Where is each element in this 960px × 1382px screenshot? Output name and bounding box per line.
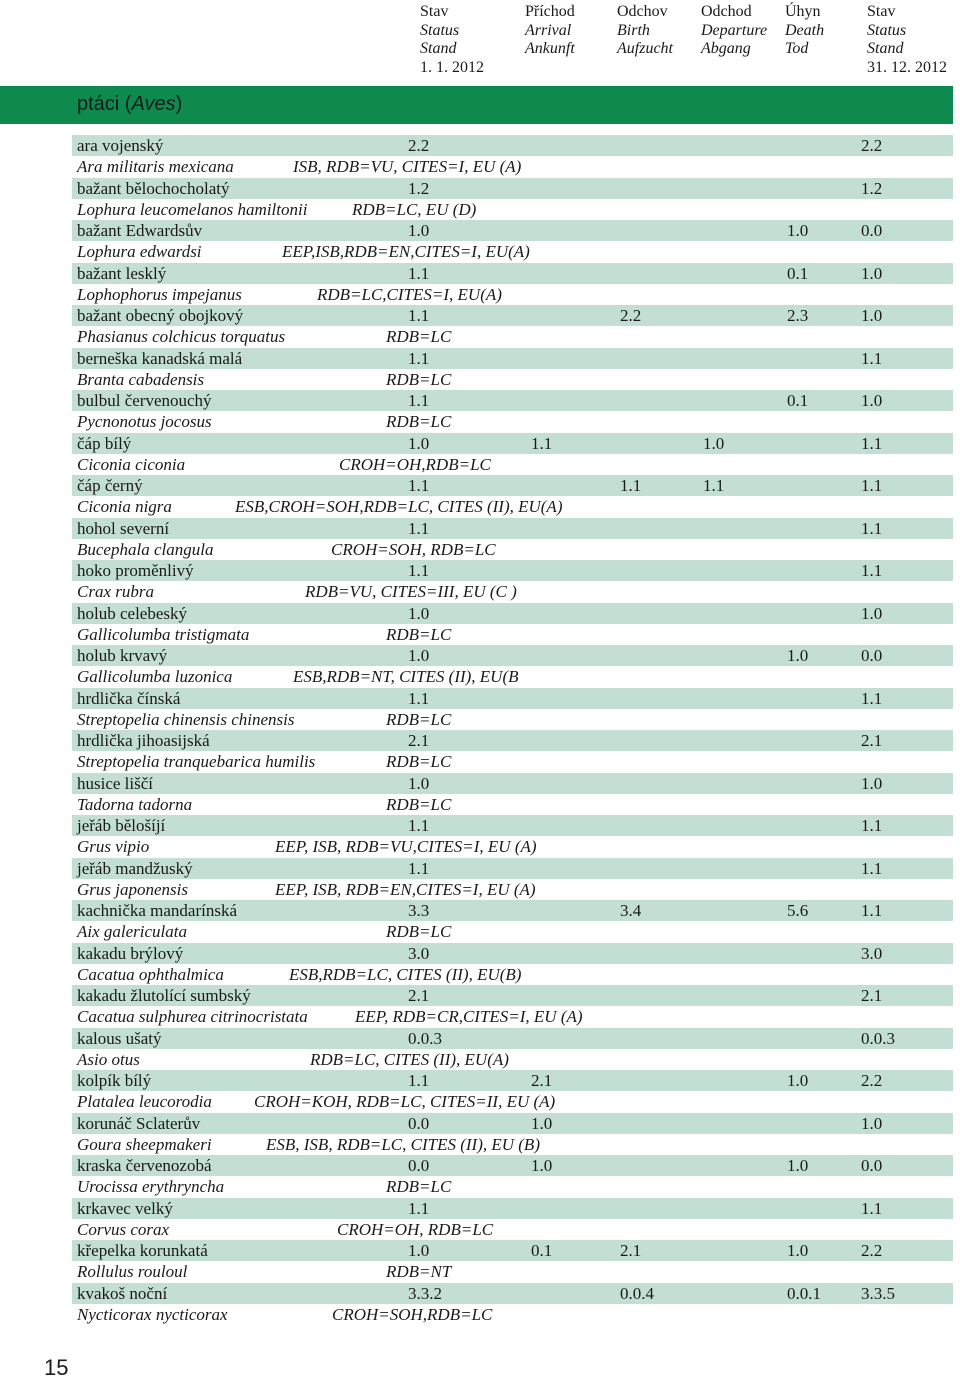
table-row-latin xyxy=(0,1091,953,1112)
table-row-latin xyxy=(0,1261,953,1282)
value-cell: 1.1 xyxy=(408,1071,430,1090)
table-row-latin xyxy=(0,539,953,560)
value-cell: 1.0 xyxy=(787,646,809,665)
header-col-prichod xyxy=(525,3,575,59)
species-latin-name: Aix galericulata xyxy=(77,922,188,942)
table-row xyxy=(72,263,953,284)
value-cell: 3.3 xyxy=(408,901,430,920)
protection-status: CROH=OH, RDB=LC xyxy=(337,1219,494,1239)
value-cell: 2.1 xyxy=(861,731,883,750)
table-row xyxy=(72,390,953,411)
value-cell: 3.3.5 xyxy=(861,1283,895,1303)
value-cell: 0.0 xyxy=(861,221,883,240)
species-latin-name: Streptopelia chinensis chinensis xyxy=(77,709,295,729)
column-header xyxy=(0,0,960,84)
header-cz: Odchod xyxy=(701,3,752,20)
value-cell: 1.1 xyxy=(408,306,430,325)
table-row-latin xyxy=(0,284,953,305)
value-cell: 3.3.2 xyxy=(408,1283,442,1303)
protection-status: RDB=LC xyxy=(386,794,452,814)
value-cell: 2.2 xyxy=(620,306,642,325)
value-cell: 1.1 xyxy=(620,476,642,495)
value-cell: 1.1 xyxy=(408,391,430,410)
value-cell: 2.2 xyxy=(861,1071,883,1090)
protection-status: RDB=VU, CITES=III, EU (C ) xyxy=(305,582,517,602)
table-row xyxy=(72,730,953,751)
header-cz: Odchov xyxy=(617,3,668,20)
value-cell: 1.0 xyxy=(408,773,430,793)
protection-status: ESB,RDB=NT, CITES (II), EU(B xyxy=(293,667,519,687)
value-cell: 1.1 xyxy=(408,561,430,580)
species-latin-name: Lophura leucomelanos hamiltonii xyxy=(77,199,308,219)
species-latin-name: Cacatua sulphurea citrinocristata xyxy=(77,1007,308,1027)
species-czech-name: kakadu žlutolící sumbský xyxy=(77,986,251,1005)
table-row xyxy=(72,305,953,326)
species-czech-name: kraska červenozobá xyxy=(77,1156,212,1175)
protection-status: CROH=SOH, RDB=LC xyxy=(331,539,496,559)
protection-status: RDB=LC xyxy=(386,624,452,644)
value-cell: 1.0 xyxy=(861,603,883,623)
species-latin-name: Cacatua ophthalmica xyxy=(77,964,224,984)
table-row xyxy=(72,645,953,666)
value-cell: 1.1 xyxy=(861,688,883,708)
species-latin-name: Goura sheepmakeri xyxy=(77,1134,212,1154)
value-cell: 0.0 xyxy=(408,1156,430,1175)
table-row-latin xyxy=(0,1304,953,1325)
value-cell: 0.1 xyxy=(787,391,809,410)
value-cell: 1.0 xyxy=(408,603,430,623)
value-cell: 2.1 xyxy=(861,986,883,1005)
protection-status: EEP, ISB, RDB=VU,CITES=I, EU (A) xyxy=(275,837,537,857)
header-col-stav-end xyxy=(867,3,947,77)
table-row xyxy=(72,858,953,879)
protection-status: EEP, RDB=CR,CITES=I, EU (A) xyxy=(355,1007,583,1027)
value-cell: 1.0 xyxy=(408,433,430,453)
value-cell: 1.1 xyxy=(408,476,430,495)
value-cell: 0.0.3 xyxy=(408,1028,442,1048)
species-latin-name: Branta cabadensis xyxy=(77,369,205,389)
header-de: Stand xyxy=(420,40,457,57)
species-czech-name: hohol severní xyxy=(77,518,170,538)
header-col-stav-start xyxy=(420,3,484,77)
value-cell: 3.4 xyxy=(620,901,642,920)
value-cell: 1.1 xyxy=(408,1198,430,1218)
table-row xyxy=(72,1240,953,1261)
table-row xyxy=(72,603,953,624)
species-latin-name: Lophophorus impejanus xyxy=(77,284,242,304)
header-cz: Stav xyxy=(420,3,449,20)
species-latin-name: Phasianus colchicus torquatus xyxy=(77,327,286,347)
species-latin-name: Grus vipio xyxy=(77,837,150,857)
protection-status: RDB=LC, EU (D) xyxy=(352,199,477,219)
table-row-latin xyxy=(0,156,953,177)
value-cell: 1.0 xyxy=(861,263,883,283)
species-latin-name: Rollulus rouloul xyxy=(77,1262,188,1282)
species-czech-name: krkavec velký xyxy=(77,1198,173,1218)
value-cell: 0.0.3 xyxy=(861,1028,895,1048)
protection-status: RDB=LC xyxy=(386,752,452,772)
species-latin-name: Ciconia ciconia xyxy=(77,454,186,474)
value-cell: 0.0.1 xyxy=(787,1283,821,1303)
table-row xyxy=(72,1198,953,1219)
header-col-odchov xyxy=(617,3,673,59)
table-row xyxy=(72,900,953,921)
protection-status: RDB=LC xyxy=(386,922,452,942)
value-cell: 1.0 xyxy=(787,1241,809,1260)
table-row-latin xyxy=(0,411,953,432)
header-cz: Příchod xyxy=(525,3,575,20)
protection-status: ESB, ISB, RDB=LC, CITES (II), EU (B) xyxy=(266,1134,540,1154)
table-row-latin xyxy=(0,836,953,857)
species-czech-name: čáp černý xyxy=(77,476,143,495)
table-row-latin xyxy=(0,964,953,985)
section-title-latin: Aves xyxy=(131,93,176,115)
value-cell: 2.1 xyxy=(531,1071,553,1090)
species-latin-name: Urocissa erythryncha xyxy=(77,1177,225,1197)
value-cell: 1.0 xyxy=(861,306,883,325)
table-row-latin xyxy=(0,709,953,730)
protection-status: CROH=KOH, RDB=LC, CITES=II, EU (A) xyxy=(254,1092,556,1112)
table-row-latin xyxy=(0,666,953,687)
species-latin-name: Lophura edwardsi xyxy=(77,242,202,262)
table-row-latin xyxy=(0,794,953,815)
value-cell: 3.0 xyxy=(408,943,430,963)
header-de: Tod xyxy=(785,40,809,57)
species-czech-name: hrdlička čínská xyxy=(77,688,181,708)
value-cell: 1.2 xyxy=(861,178,883,198)
protection-status: RDB=LC xyxy=(386,709,452,729)
value-cell: 1.1 xyxy=(861,561,883,580)
value-cell: 1.1 xyxy=(861,518,883,538)
table-row xyxy=(72,985,953,1006)
header-cz: Úhyn xyxy=(785,3,821,20)
table-row-latin xyxy=(0,199,953,220)
species-latin-name: Corvus corax xyxy=(77,1219,170,1239)
species-czech-name: kakadu brýlový xyxy=(77,943,184,963)
value-cell: 5.6 xyxy=(787,901,809,920)
table-row-latin xyxy=(0,326,953,347)
species-latin-name: Tadorna tadorna xyxy=(77,794,193,814)
header-de: Aufzucht xyxy=(617,40,673,57)
value-cell: 1.0 xyxy=(408,221,430,240)
table-row xyxy=(72,773,953,794)
species-czech-name: bažant bělochocholatý xyxy=(77,178,230,198)
header-de: Abgang xyxy=(701,40,751,57)
value-cell: 1.2 xyxy=(408,178,430,198)
protection-status: EEP, ISB, RDB=EN,CITES=I, EU (A) xyxy=(275,879,536,899)
header-de: Ankunft xyxy=(525,40,575,57)
value-cell: 1.1 xyxy=(861,476,883,495)
species-czech-name: bažant Edwardsův xyxy=(77,221,203,240)
species-czech-name: čáp bílý xyxy=(77,433,132,453)
species-czech-name: kolpík bílý xyxy=(77,1071,152,1090)
table-row xyxy=(72,135,953,156)
species-czech-name: hrdlička jihoasijská xyxy=(77,731,210,750)
table-row xyxy=(72,348,953,369)
header-en: Death xyxy=(785,21,825,39)
protection-status: RDB=LC,CITES=I, EU(A) xyxy=(317,284,502,304)
species-latin-name: Gallicolumba luzonica xyxy=(77,667,233,687)
table-row xyxy=(72,433,953,454)
value-cell: 1.0 xyxy=(408,1241,430,1260)
header-date: 1. 1. 2012 xyxy=(420,58,484,76)
table-row-latin xyxy=(0,1219,953,1240)
value-cell: 1.0 xyxy=(787,221,809,240)
value-cell: 1.1 xyxy=(408,263,430,283)
table-row xyxy=(72,220,953,241)
protection-status: ISB, RDB=VU, CITES=I, EU (A) xyxy=(293,157,522,177)
table-row xyxy=(72,560,953,581)
protection-status: ESB,RDB=LC, CITES (II), EU(B) xyxy=(289,964,522,984)
species-czech-name: kvakoš noční xyxy=(77,1283,168,1303)
protection-status: CROH=SOH,RDB=LC xyxy=(332,1304,493,1324)
species-czech-name: bažant obecný obojkový xyxy=(77,306,244,325)
species-czech-name: jeřáb mandžuský xyxy=(77,858,193,878)
species-czech-name: holub celebeský xyxy=(77,603,187,623)
section-title xyxy=(77,92,182,116)
value-cell: 1.1 xyxy=(861,901,883,920)
species-latin-name: Nycticorax nycticorax xyxy=(77,1304,228,1324)
species-czech-name: ara vojenský xyxy=(77,136,164,155)
table-row xyxy=(72,518,953,539)
header-col-odchod xyxy=(701,3,767,59)
species-latin-name: Platalea leucorodia xyxy=(77,1092,212,1112)
species-latin-name: Gallicolumba tristigmata xyxy=(77,624,250,644)
header-en: Arrival xyxy=(525,21,572,39)
species-czech-name: kalous ušatý xyxy=(77,1028,162,1048)
value-cell: 1.1 xyxy=(408,816,430,835)
value-cell: 1.1 xyxy=(408,688,430,708)
value-cell: 2.2 xyxy=(861,136,883,155)
value-cell: 0.0 xyxy=(861,1156,883,1175)
species-czech-name: bažant lesklý xyxy=(77,263,167,283)
value-cell: 2.2 xyxy=(861,1241,883,1260)
value-cell: 2.1 xyxy=(408,986,430,1005)
value-cell: 1.1 xyxy=(408,518,430,538)
protection-status: RDB=LC xyxy=(386,327,452,347)
value-cell: 1.1 xyxy=(861,433,883,453)
header-en: Status xyxy=(867,21,907,39)
value-cell: 0.0.4 xyxy=(620,1283,654,1303)
page-number: 15 xyxy=(44,1355,69,1380)
header-date: 31. 12. 2012 xyxy=(867,58,947,76)
species-czech-name: bulbul červenouchý xyxy=(77,391,212,410)
table-row-latin xyxy=(0,879,953,900)
value-cell: 1.0 xyxy=(861,1113,883,1133)
value-cell: 1.1 xyxy=(861,816,883,835)
species-czech-name: hoko proměnlivý xyxy=(77,561,194,580)
species-czech-name: holub krvavý xyxy=(77,646,168,665)
value-cell: 1.0 xyxy=(787,1156,809,1175)
species-czech-name: korunáč Sclaterův xyxy=(77,1113,201,1133)
section-title-cz: ptáci ( xyxy=(77,93,132,115)
header-en: Status xyxy=(420,21,460,39)
protection-status: CROH=OH,RDB=LC xyxy=(339,454,491,474)
table-row-latin xyxy=(0,624,953,645)
species-table xyxy=(0,135,960,1325)
table-row xyxy=(72,943,953,964)
species-czech-name: křepelka korunkatá xyxy=(77,1241,208,1260)
species-latin-name: Streptopelia tranquebarica humilis xyxy=(77,752,316,772)
species-czech-name: kachnička mandarínská xyxy=(77,901,238,920)
value-cell: 0.0 xyxy=(408,1113,430,1133)
value-cell: 1.0 xyxy=(861,391,883,410)
value-cell: 1.1 xyxy=(703,476,725,495)
table-row xyxy=(72,1283,953,1304)
value-cell: 2.1 xyxy=(620,1241,642,1260)
value-cell: 1.0 xyxy=(703,433,725,453)
protection-status: RDB=LC xyxy=(386,412,452,432)
value-cell: 1.1 xyxy=(408,348,430,368)
table-row xyxy=(72,178,953,199)
header-de: Stand xyxy=(867,40,904,57)
species-latin-name: Grus japonensis xyxy=(77,879,188,899)
value-cell: 1.0 xyxy=(531,1156,553,1175)
table-row-latin xyxy=(0,751,953,772)
value-cell: 1.0 xyxy=(861,773,883,793)
species-latin-name: Ciconia nigra xyxy=(77,497,172,517)
table-row-latin xyxy=(0,1134,953,1155)
header-col-uhyn xyxy=(785,3,824,59)
species-latin-name: Bucephala clangula xyxy=(77,539,214,559)
table-row xyxy=(72,1028,953,1049)
table-row-latin xyxy=(0,369,953,390)
value-cell: 1.1 xyxy=(408,858,430,878)
table-row xyxy=(72,688,953,709)
value-cell: 0.1 xyxy=(787,263,809,283)
protection-status: RDB=LC xyxy=(386,369,452,389)
table-row-latin xyxy=(0,1006,953,1027)
table-row-latin xyxy=(0,1049,953,1070)
protection-status: ESB,CROH=SOH,RDB=LC, CITES (II), EU(A) xyxy=(235,497,563,517)
species-czech-name: berneška kanadská malá xyxy=(77,348,243,368)
header-cz: Stav xyxy=(867,3,896,20)
species-latin-name: Crax rubra xyxy=(77,582,154,602)
species-czech-name: jeřáb bělošíjí xyxy=(77,816,166,835)
value-cell: 1.0 xyxy=(531,1113,553,1133)
value-cell: 1.1 xyxy=(861,1198,883,1218)
value-cell: 1.1 xyxy=(861,858,883,878)
table-row xyxy=(72,1155,953,1176)
value-cell: 3.0 xyxy=(861,943,883,963)
species-latin-name: Pycnonotus jocosus xyxy=(77,412,212,432)
table-row xyxy=(72,1113,953,1134)
value-cell: 1.0 xyxy=(408,646,430,665)
table-row xyxy=(72,815,953,836)
species-latin-name: Ara militaris mexicana xyxy=(77,157,234,177)
table-row-latin xyxy=(0,1176,953,1197)
protection-status: RDB=LC xyxy=(386,1177,452,1197)
value-cell: 2.3 xyxy=(787,306,809,325)
value-cell: 0.0 xyxy=(861,646,883,665)
table-row-latin xyxy=(0,496,953,517)
header-en: Birth xyxy=(617,21,650,39)
species-czech-name: husice liščí xyxy=(77,773,154,793)
value-cell: 1.1 xyxy=(531,433,553,453)
table-row-latin xyxy=(0,454,953,475)
table-row-latin xyxy=(0,581,953,602)
protection-status: RDB=LC, CITES (II), EU(A) xyxy=(310,1049,509,1069)
section-title-end: ) xyxy=(175,93,183,115)
value-cell: 1.0 xyxy=(787,1071,809,1090)
value-cell: 1.1 xyxy=(861,348,883,368)
table-row xyxy=(72,1070,953,1091)
table-row-latin xyxy=(0,241,953,262)
value-cell: 2.2 xyxy=(408,136,430,155)
table-row xyxy=(72,475,953,496)
protection-status: RDB=NT xyxy=(386,1262,452,1282)
table-row-latin xyxy=(0,921,953,942)
value-cell: 2.1 xyxy=(408,731,430,750)
protection-status: EEP,ISB,RDB=EN,CITES=I, EU(A) xyxy=(282,242,530,262)
value-cell: 0.1 xyxy=(531,1241,553,1260)
header-en: Departure xyxy=(701,21,768,39)
species-latin-name: Asio otus xyxy=(77,1049,140,1069)
